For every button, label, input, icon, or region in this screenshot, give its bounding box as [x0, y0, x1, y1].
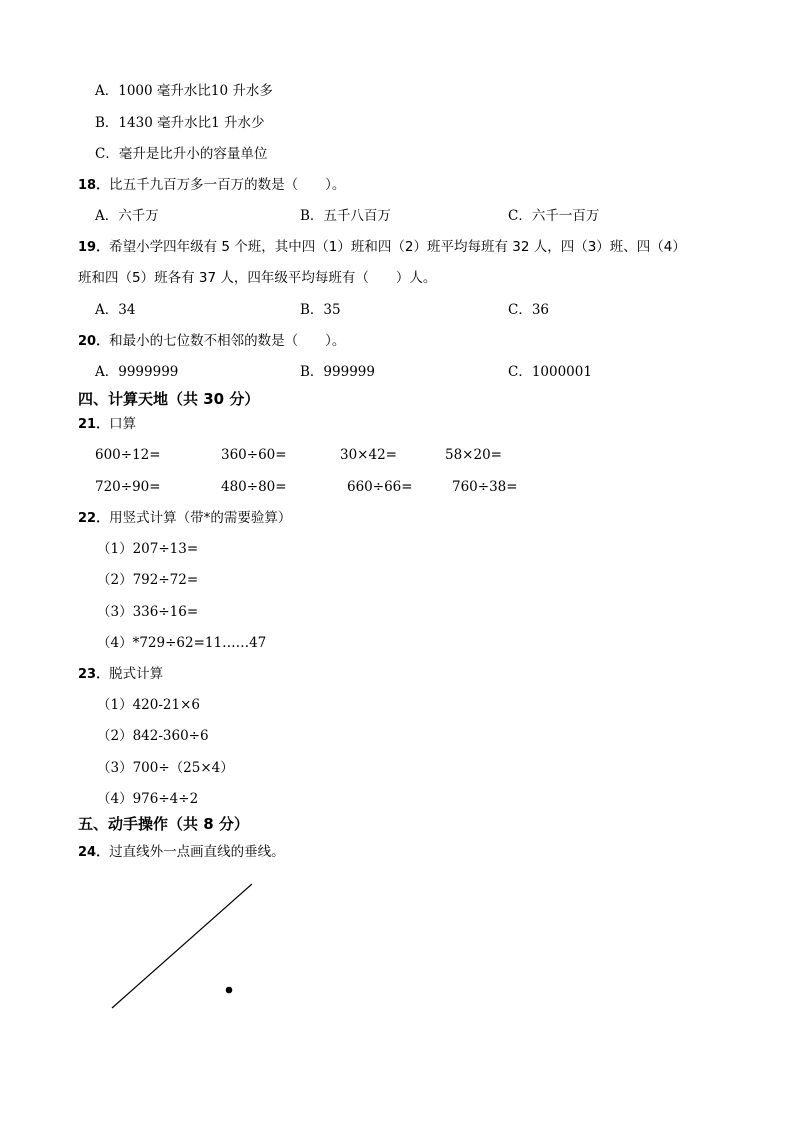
q22-item-1: （1）207÷13=	[97, 541, 199, 557]
q19-text-line1: 希望小学四年级有 5 个班，其中四（1）班和四（2）班平均每班有 32 人，四（3）班、四（4）	[109, 239, 686, 255]
q18-option-b: B．五千八百万	[300, 208, 391, 224]
q21-text: 口算	[109, 416, 137, 432]
q21-row1-item-2: 360÷60=	[221, 447, 287, 463]
q20-option-a: A．9999999	[95, 364, 179, 380]
q22-item-3: （3）336÷16=	[97, 604, 199, 620]
q23-text: 脱式计算	[109, 666, 164, 682]
q24-text: 过直线外一点画直线的垂线。	[109, 844, 285, 860]
q24-point	[226, 987, 233, 994]
section-5-title: 五、动手操作（共 8 分）	[78, 815, 249, 833]
q21-row1-item-1: 600÷12=	[95, 447, 161, 463]
section-4-title: 四、计算天地（共 30 分）	[78, 390, 260, 408]
q22-item-2: （2）792÷72=	[97, 572, 199, 588]
q23-item-1: （1）420-21×6	[97, 697, 200, 713]
q18-option-c: C．六千一百万	[508, 208, 600, 224]
q21-row2-item-4: 760÷38=	[452, 479, 518, 495]
q20-text: 和最小的七位数不相邻的数是（ ）。	[109, 333, 346, 349]
q20-option-c: C．1000001	[508, 364, 592, 380]
q17-option-b: B．1430 毫升水比1 升水少	[95, 115, 265, 131]
q21-row2-item-1: 720÷90=	[95, 479, 161, 495]
q22-text: 用竖式计算（带*的需要验算）	[109, 510, 292, 526]
q23-item-4: （4）976÷4÷2	[97, 791, 199, 807]
q20-option-b: B．999999	[300, 364, 375, 380]
q21-row1-item-4: 58×20=	[445, 447, 502, 463]
q19-option-b: B．35	[300, 302, 341, 318]
q19-option-c: C．36	[508, 302, 550, 318]
q23-item-2: （2）842-360÷6	[97, 728, 209, 744]
q19-number: 19．	[78, 240, 110, 255]
q17-option-c: C．毫升是比升小的容量单位	[95, 146, 268, 162]
q18-option-a: A．六千万	[95, 208, 159, 224]
q18-number: 18．	[78, 178, 110, 193]
q21-number: 21．	[78, 417, 110, 432]
q24-number: 24．	[78, 845, 110, 860]
q17-option-a: A．1000 毫升水比10 升水多	[95, 83, 273, 99]
q22-number: 22．	[78, 511, 110, 526]
q20-number: 20．	[78, 334, 110, 349]
q18-text: 比五千九百万多一百万的数是（ ）。	[109, 177, 346, 193]
q19-option-a: A．34	[95, 302, 136, 318]
q21-row1-item-3: 30×42=	[340, 447, 397, 463]
q23-item-3: （3）700÷（25×4）	[97, 760, 234, 776]
q23-number: 23．	[78, 667, 110, 682]
q21-row2-item-3: 660÷66=	[347, 479, 413, 495]
q22-item-4: （4）*729÷62=11……47	[97, 635, 267, 651]
q21-row2-item-2: 480÷80=	[221, 479, 287, 495]
q19-text-line2: 班和四（5）班各有 37 人，四年级平均每班有（ ）人。	[78, 270, 437, 286]
